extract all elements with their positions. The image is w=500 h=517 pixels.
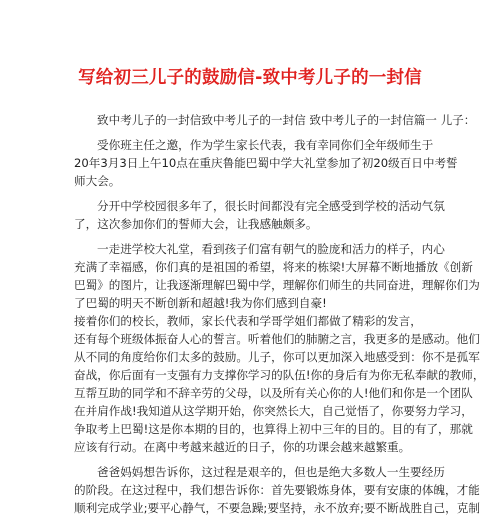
body-line: 师大会。 [74, 174, 121, 188]
body-line: 爸爸妈妈想告诉你，这过程是艰辛的，但也是绝大多数人一生要经历 [97, 465, 445, 479]
body-line: 20年3月3日上午10点在重庆鲁能巴蜀中学大礼堂参加了初20级百日中考誓 [74, 156, 458, 170]
body-line: 了巴蜀的明天不断创新和超越!我为你们感到自豪! [74, 296, 327, 310]
body-line: 巴蜀》的图片，让我逐渐理解巴蜀中学，理解你们师生的共同奋进，理解你们为 [74, 278, 480, 292]
body-line: 争取考上巴蜀!这是你本期的目的，也算得上初中三年的目的。目的有了，那就 [74, 422, 473, 436]
body-line: 还有每个班级体振奋人心的誓言。听着他们的肺腑之言，我更多的是感动。他们 [74, 332, 480, 346]
body-line: 应该有行动。在离中考越来越近的日子，你的功课会越来越繁重。 [74, 440, 411, 454]
body-line: 一走进学校大礼堂，看到孩子们富有朝气的脸庞和活力的样子，内心 [97, 242, 445, 256]
body-line: 分开中学校园很多年了，很长时间都没有完全感受到学校的活动气氛 [97, 199, 445, 213]
body-line: 顺利完成学业;要平心静气，不要急躁;要坚持，永不放弃;要不断战胜自己，克制 [74, 501, 480, 515]
body-line: 接着你们的校长，教师，家长代表和学哥学姐们都做了精彩的发言， [74, 314, 422, 328]
body-line: 的阶段。在这过程中，我们想告诉你：首先要锻炼身体，要有安康的体魄，才能 [74, 483, 480, 497]
body-line: 致中考儿子的一封信致中考儿子的一封信 致中考儿子的一封信篇一 儿子： [97, 113, 476, 127]
body-line: 了，这次参加你们的誓师大会，让我感触颇多。 [74, 217, 318, 231]
body-line: 在并肩作战!我知道从这学期开始，你突然长大，自己觉悟了，你要努力学习， [74, 404, 473, 418]
body-line: 奋战，你后面有一支强有力支撑你学习的队伍!你的身后有为你无私奉献的教师， [74, 368, 485, 382]
body-line: 受你班主任之邀，作为学生家长代表，我有幸同你们全年级师生于 [97, 138, 434, 152]
body-line: 充满了幸福感，你们真的是祖国的希望，将来的栋梁!大屏幕不断地播放《创新 [74, 260, 473, 274]
body-line: 从不同的角度给你们太多的鼓励。儿子，你可以更加深入地感受到：你不是孤军 [74, 350, 480, 364]
body-line: 互帮互助的同学和不辞辛劳的父母，以及所有关心你的人!他们和你是一个团队 [74, 386, 473, 400]
document-title: 写给初三儿子的鼓励信-致中考儿子的一封信 [78, 68, 422, 88]
